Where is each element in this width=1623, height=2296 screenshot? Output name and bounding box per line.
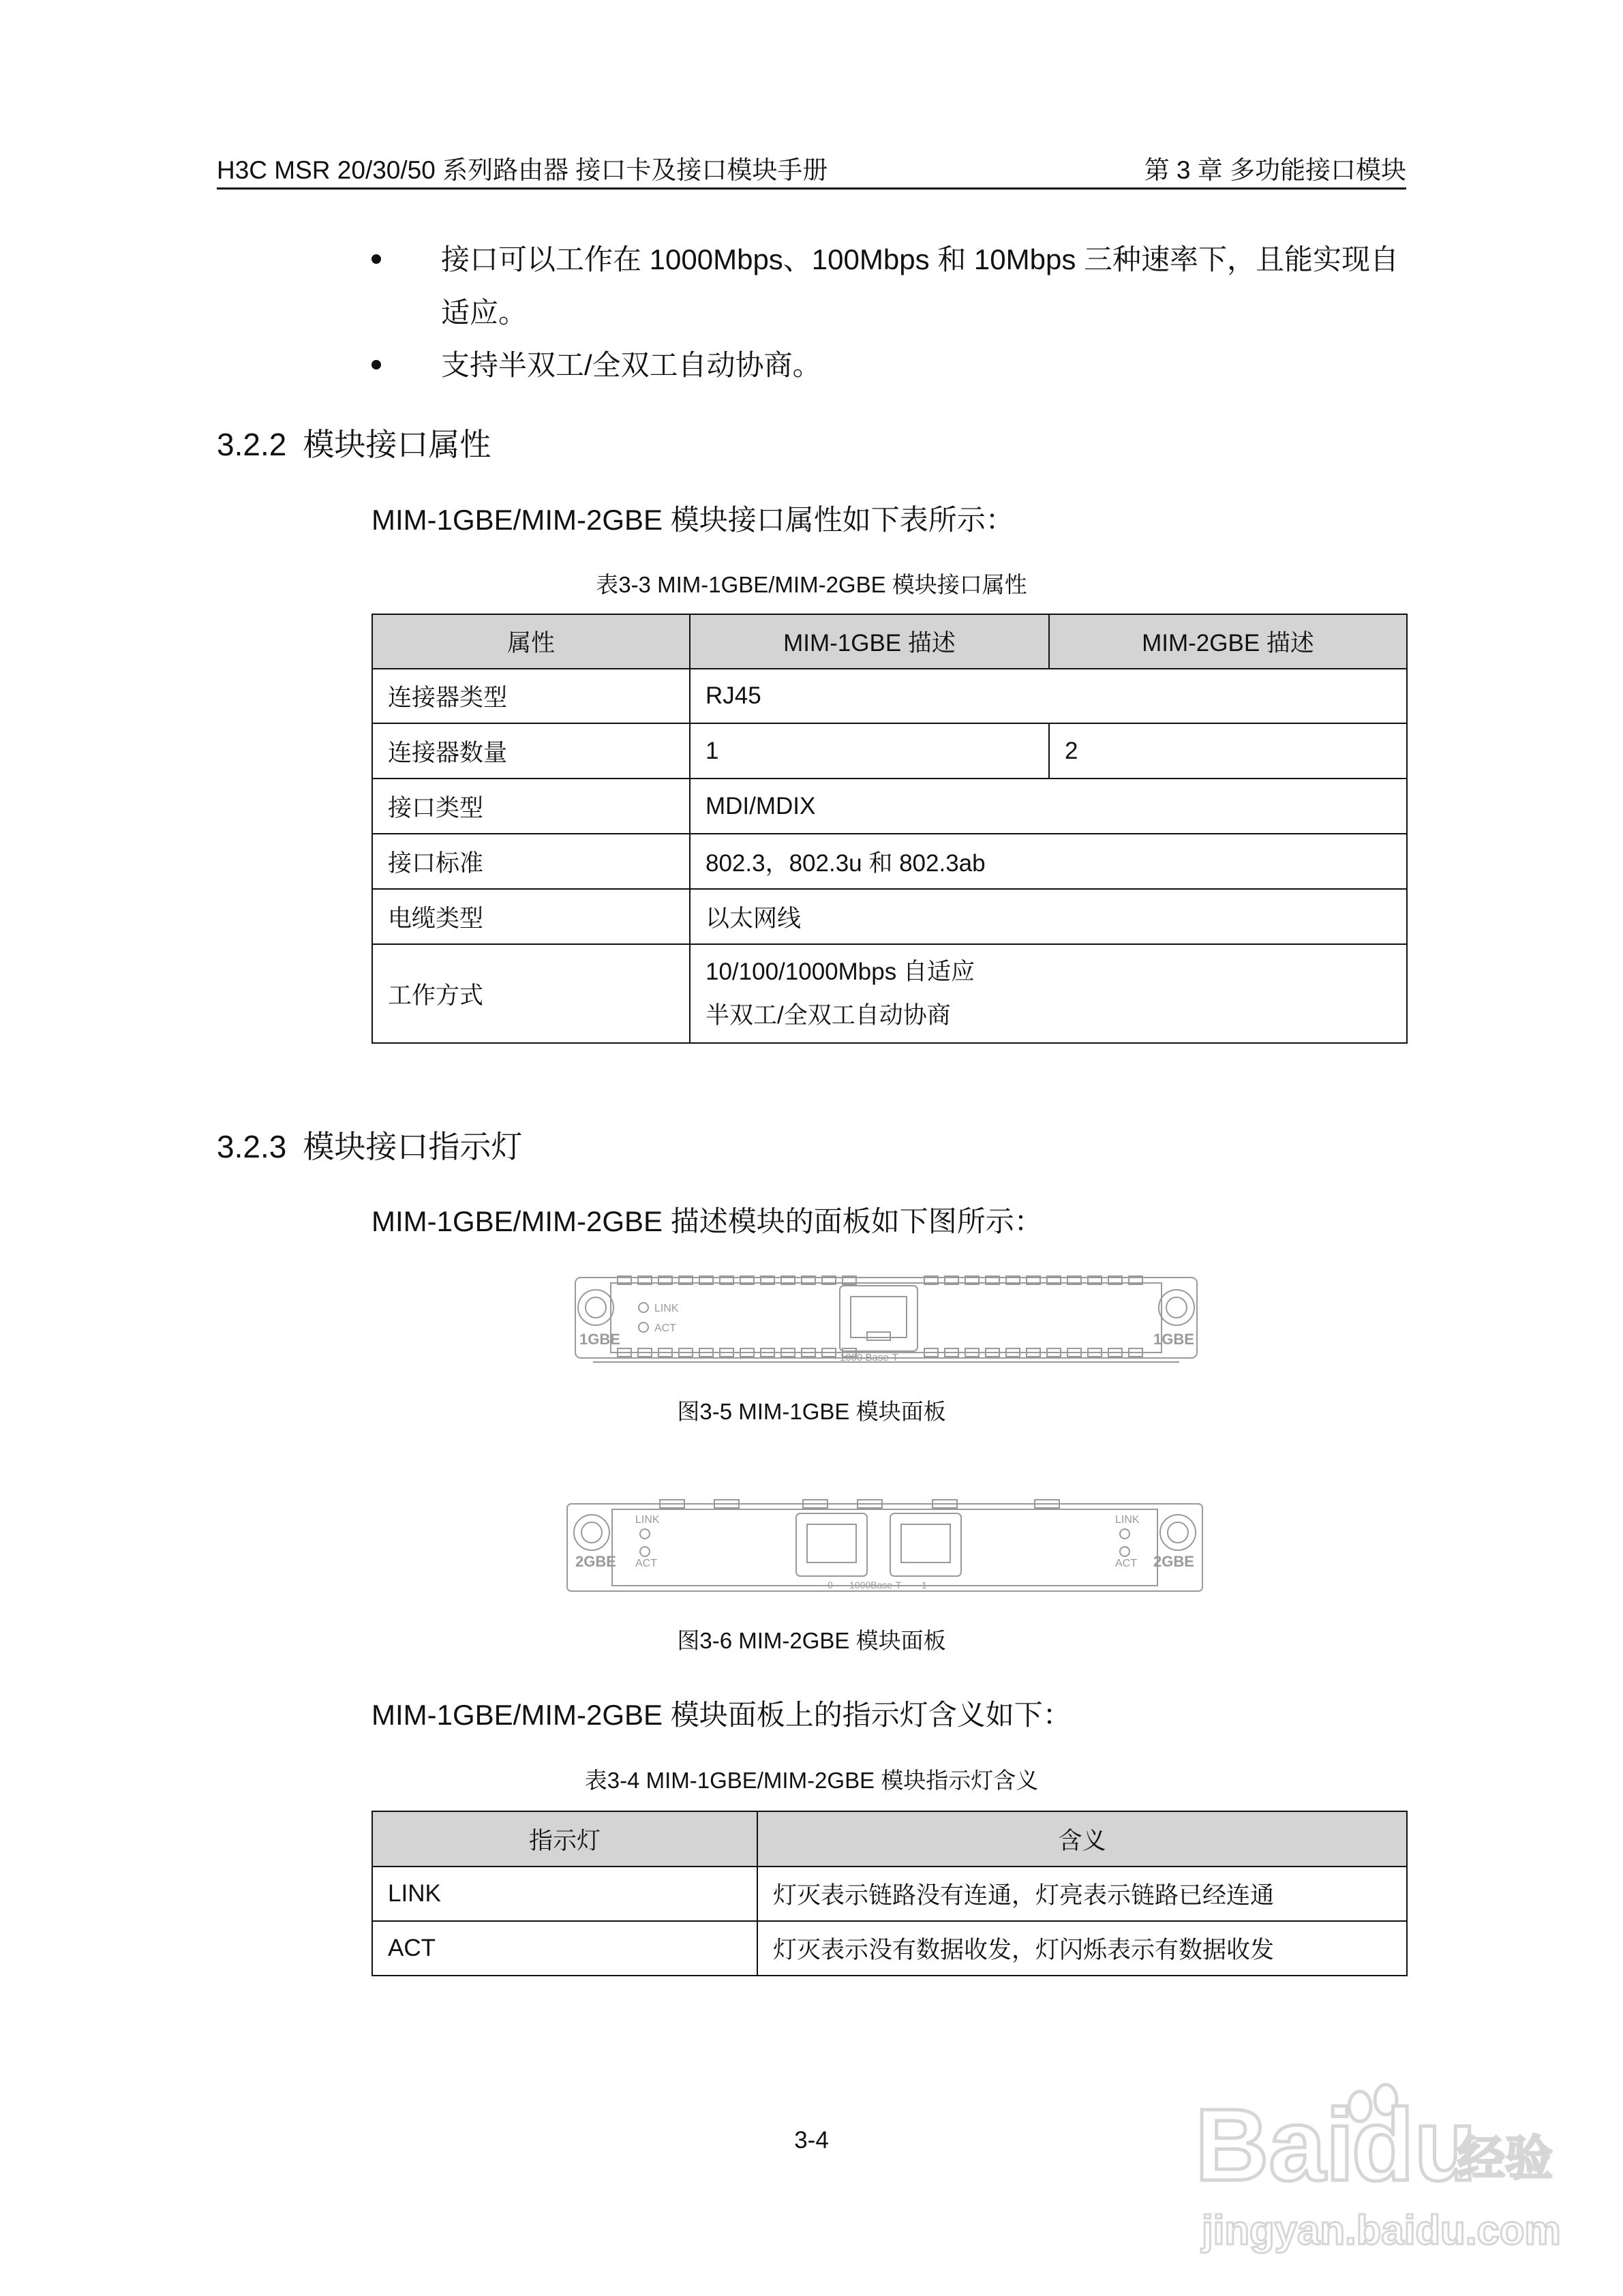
watermark-brand: Bai xyxy=(1195,2087,1354,2202)
table-cell: 802.3，802.3u 和 802.3ab xyxy=(690,834,1407,889)
model-label-left: 2GBE xyxy=(575,1553,616,1570)
bullet-dot-icon xyxy=(371,360,381,369)
link-led-icon xyxy=(640,1529,650,1539)
model-label-right: 2GBE xyxy=(1153,1553,1194,1570)
act-label: ACT xyxy=(654,1323,676,1334)
section-number: 3.2.2 xyxy=(217,427,287,462)
header-rule xyxy=(217,187,1406,190)
act-led-icon xyxy=(1120,1547,1129,1556)
table-row xyxy=(372,1921,1407,1976)
act-led-icon xyxy=(640,1547,650,1556)
section-heading-323 xyxy=(217,1126,522,1167)
port-0-label: 0 xyxy=(828,1580,833,1590)
section-title: 模块接口属性 xyxy=(303,427,491,462)
bullet-item xyxy=(371,233,1399,342)
running-header-right: 第 3 章 多功能接口模块 xyxy=(1144,156,1406,184)
bullet-text: 接口可以工作在 1000Mbps、100Mbps 和 10Mbps 三种速率下，且能实现自适应。 xyxy=(441,243,1399,329)
act-led-icon xyxy=(639,1323,648,1332)
table-cell: 工作方式 xyxy=(372,944,690,1043)
watermark-brand-2: du xyxy=(1352,2087,1477,2202)
watermark-tagline: 经验 xyxy=(1457,2132,1553,2185)
intro-paragraph: MIM-1GBE/MIM-2GBE 模块接口属性如下表所示： xyxy=(371,504,1014,536)
table-cell: LINK xyxy=(372,1867,757,1921)
baidu-jingyan-watermark xyxy=(1181,2066,1561,2263)
bullet-dot-icon xyxy=(371,254,381,264)
link-led-icon xyxy=(639,1303,648,1312)
mim-2gbe-panel-figure xyxy=(564,1496,1205,1597)
port-1-label: 1 xyxy=(922,1580,927,1590)
section-number: 3.2.3 xyxy=(217,1129,287,1164)
table-cell: MDI/MDIX xyxy=(690,779,1407,834)
table-row xyxy=(372,779,1407,834)
act-label: ACT xyxy=(635,1558,657,1569)
table-cell: ACT xyxy=(372,1921,757,1976)
table-header-row xyxy=(372,614,1407,669)
figure-caption: 图3-6 MIM-2GBE 模块面板 xyxy=(677,1628,946,1653)
act-label: ACT xyxy=(1115,1558,1137,1569)
port-label: 1000 Base-T xyxy=(840,1352,898,1363)
page-number: 3-4 xyxy=(794,2127,829,2154)
rj45-port-icon xyxy=(840,1286,917,1351)
intro-paragraph: MIM-1GBE/MIM-2GBE 描述模块的面板如下图所示： xyxy=(371,1205,1043,1237)
table-cell: 电缆类型 xyxy=(372,889,690,944)
link-label: LINK xyxy=(1115,1514,1140,1526)
section-title: 模块接口指示灯 xyxy=(303,1129,523,1164)
column-header: 属性 xyxy=(372,614,690,669)
table-row xyxy=(372,723,1407,779)
mim-1gbe-panel-figure xyxy=(573,1273,1200,1376)
table-cell: 灯灭表示链路没有连通，灯亮表示链路已经连通 xyxy=(757,1867,1407,1921)
link-led-icon xyxy=(1120,1529,1129,1539)
table-cell: 接口类型 xyxy=(372,779,690,834)
watermark-url: jingyan.baidu.com xyxy=(1202,2207,1561,2253)
table-cell: 灯灭表示没有数据收发，灯闪烁表示有数据收发 xyxy=(757,1921,1407,1976)
model-label-right: 1GBE xyxy=(1153,1331,1194,1348)
intro-paragraph: MIM-1GBE/MIM-2GBE 模块面板上的指示灯含义如下： xyxy=(371,1699,1072,1731)
table-cell: 以太网线 xyxy=(690,889,1407,944)
figure-caption: 图3-5 MIM-1GBE 模块面板 xyxy=(677,1399,946,1424)
table-row xyxy=(372,834,1407,889)
table-cell: 连接器类型 xyxy=(372,669,690,723)
bullet-item xyxy=(371,339,1394,393)
port-label: 1000Base-T xyxy=(849,1580,902,1590)
table-row xyxy=(372,889,1407,944)
table-caption: 表3-3 MIM-1GBE/MIM-2GBE 模块接口属性 xyxy=(596,572,1027,597)
column-header: MIM-1GBE 描述 xyxy=(690,614,1049,669)
table-cell: RJ45 xyxy=(690,669,1407,723)
table-led-meaning xyxy=(371,1811,1408,1976)
section-heading-322 xyxy=(217,424,491,465)
table-cell: 接口标准 xyxy=(372,834,690,889)
table-row xyxy=(372,1867,1407,1921)
link-label: LINK xyxy=(654,1303,679,1314)
table-cell: 连接器数量 xyxy=(372,723,690,779)
table-caption: 表3-4 MIM-1GBE/MIM-2GBE 模块指示灯含义 xyxy=(584,1768,1039,1793)
cell-line: 半双工/全双工自动协商 xyxy=(706,1001,951,1029)
column-header: 指示灯 xyxy=(372,1811,757,1867)
model-label-left: 1GBE xyxy=(579,1331,620,1348)
table-header-row xyxy=(372,1811,1407,1867)
table-cell xyxy=(690,944,1407,1043)
column-header: MIM-2GBE 描述 xyxy=(1049,614,1407,669)
cell-line: 10/100/1000Mbps 自适应 xyxy=(706,958,975,985)
column-header: 含义 xyxy=(757,1811,1407,1867)
table-module-attributes xyxy=(371,614,1408,1044)
bullet-text: 支持半双工/全双工自动协商。 xyxy=(441,349,821,381)
table-row xyxy=(372,944,1407,1043)
table-row xyxy=(372,669,1407,723)
table-cell: 2 xyxy=(1049,723,1407,779)
running-header-left: H3C MSR 20/30/50 系列路由器 接口卡及接口模块手册 xyxy=(217,156,828,184)
link-label: LINK xyxy=(635,1514,660,1526)
table-cell: 1 xyxy=(690,723,1049,779)
